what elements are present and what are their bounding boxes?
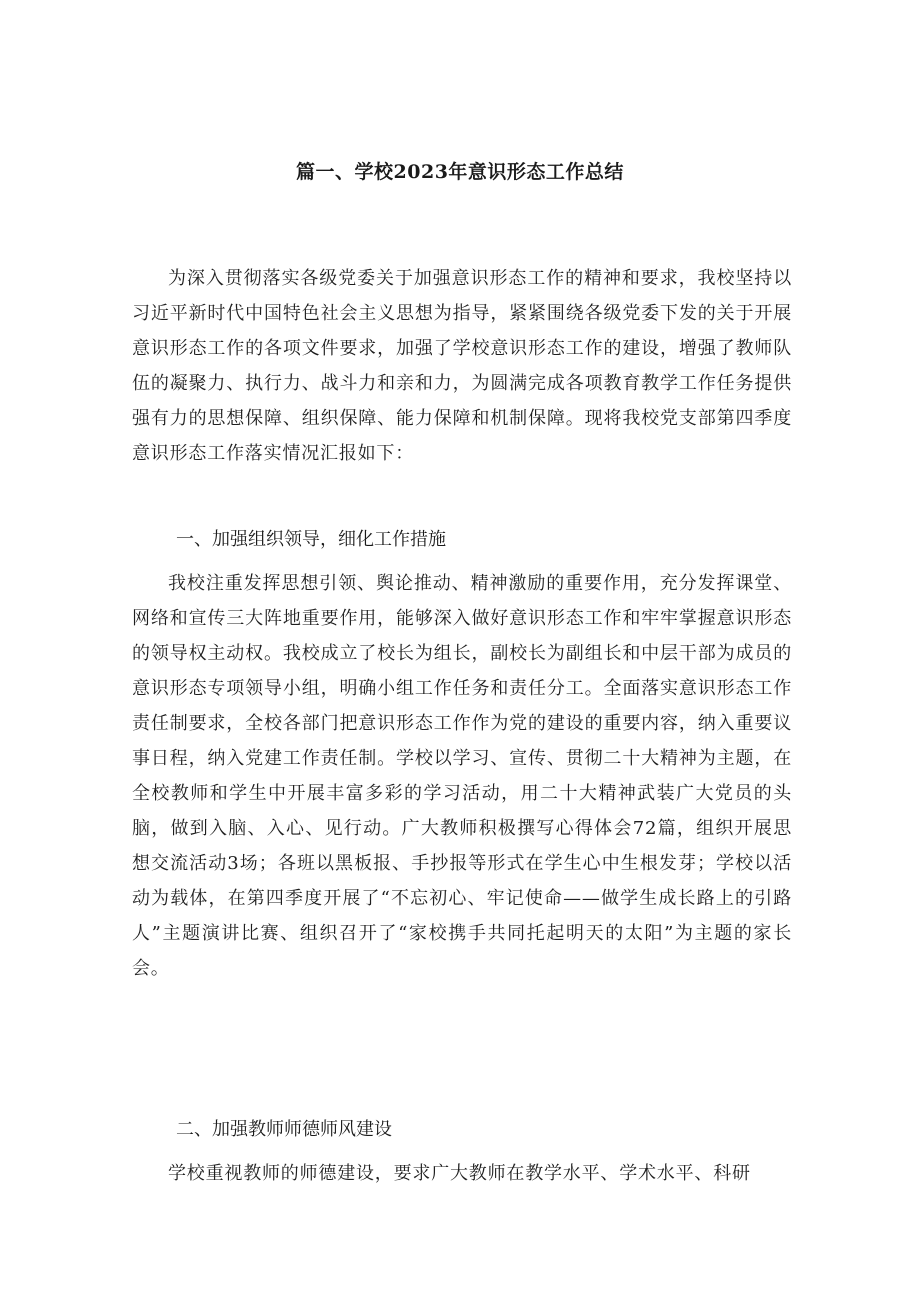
intro-paragraph: 为深入贯彻落实各级党委关于加强意识形态工作的精神和要求，我校坚持以习近平新时代中国特色社会主义思想为指导，紧紧围绕各级党委下发的关于开展意识形态工作的各项文件要求，加强了学校意识形态工作的建设，增强了教师队伍的凝聚力、执行力、战斗力和亲和力，为圆满完成各项教育教学工作任务提供强有力的思想保障、组织保障、能力保障和机制保障。现将我校党支部第四季度意识形态工作落实情况汇报如下： bbox=[132, 268, 792, 464]
document-title: 篇一、学校2023年意识形态工作总结 bbox=[296, 161, 624, 183]
section-2-heading: 二、加强教师师德师风建设 bbox=[176, 1119, 392, 1140]
section-2-body: 学校重视教师的师德建设，要求广大教师在教学水平、学术水平、科研 bbox=[168, 1163, 751, 1184]
section-1-heading: 一、加强组织领导，细化工作措施 bbox=[176, 529, 446, 550]
section-1-body: 我校注重发挥思想引领、舆论推动、精神激励的重要作用，充分发挥课堂、网络和宣传三大阵地重要作用，能够深入做好意识形态工作和牢牢掌握意识形态的领导权主动权。我校成立了校长为组长，副校长为副组长和中层干部为成员的意识形态专项领导小组，明确小组工作任务和责任分工。全面落实意识形态工作责任制要求，全校各部门把意识形态工作作为党的建设的重要内容，纳入重要议事日程，纳入党建工作责任制。学校以学习、宣传、贯彻二十大精神为主题，在全校教师和学生中开展丰富多彩的学习活动，用二十大精神武装广大党员的头脑，做到入脑、入心、见行动。广大教师积极撰写心得体会72篇，组织开展思想交流活动3场；各班以黑板报、手抄报等形式在学生心中生根发芽；学校以活动为载体，在第四季度开展了“不忘初心、牢记使命——做学生成长路上的引路人”主题演讲比赛、组织召开了“家校携手共同托起明天的太阳”为主题的家长会。 bbox=[132, 573, 792, 979]
